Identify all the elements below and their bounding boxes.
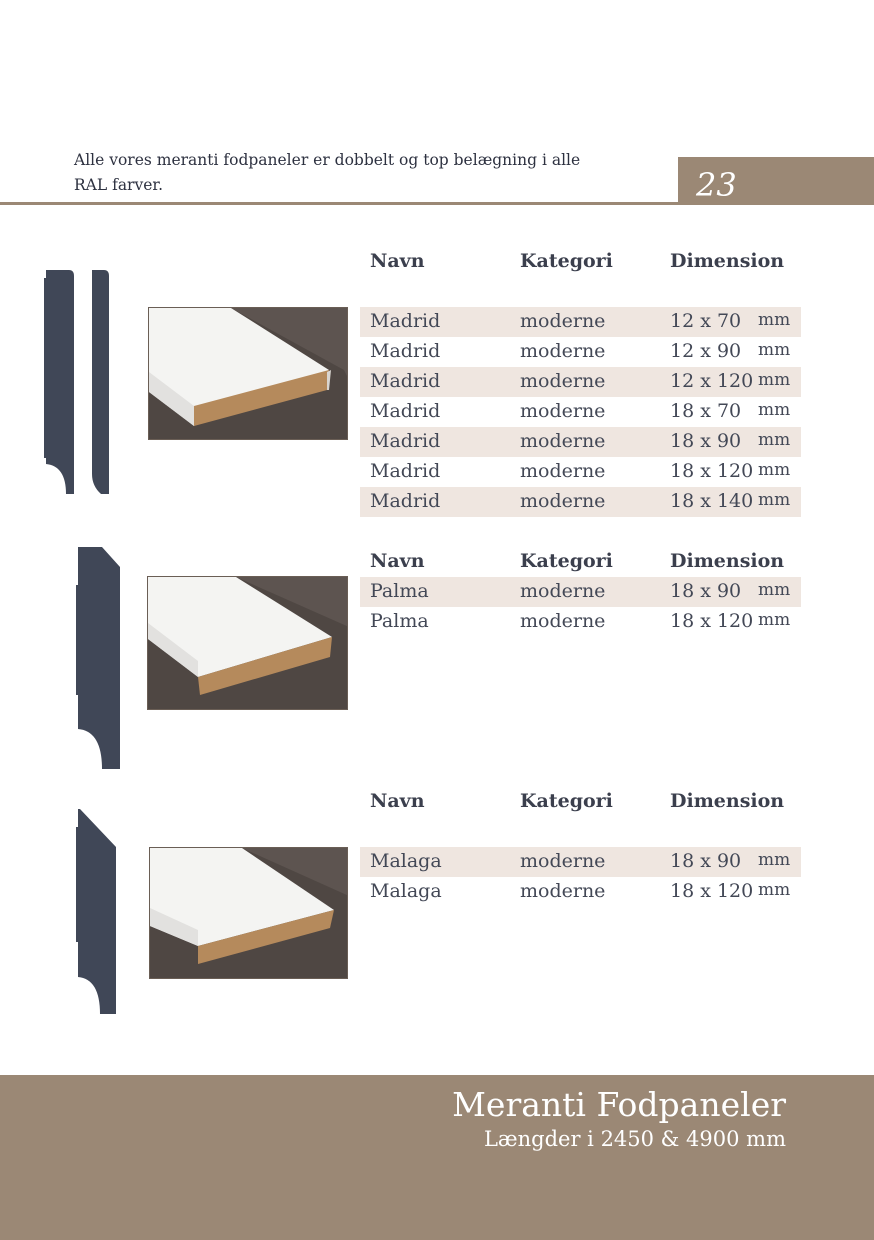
cell-dimension: 18 x 120	[670, 880, 754, 902]
table-row	[360, 847, 801, 877]
cell-dimension: 12 x 120	[670, 370, 754, 392]
cell-name: Malaga	[370, 880, 442, 902]
table-row	[360, 307, 801, 337]
cell-unit: mm	[758, 580, 791, 600]
cell-name: Madrid	[370, 460, 441, 482]
cell-name: Malaga	[370, 850, 442, 872]
malaga-profile-icon	[74, 807, 120, 1017]
cell-category: moderne	[520, 340, 606, 362]
header-dimension: Dimension	[670, 250, 785, 272]
cell-unit: mm	[758, 880, 791, 900]
intro-line-2: RAL farver.	[74, 176, 164, 194]
table-row	[360, 427, 801, 457]
footer-title: Meranti Fodpaneler	[452, 1085, 786, 1124]
madrid-product-photo	[148, 307, 348, 440]
cell-category: moderne	[520, 370, 606, 392]
palma-product-photo	[147, 576, 348, 710]
header-category: Kategori	[520, 250, 613, 272]
cell-dimension: 18 x 70	[670, 400, 742, 422]
cell-category: moderne	[520, 430, 606, 452]
intro-line-1: Alle vores meranti fodpaneler er dobbelt og top belægning i alle	[74, 151, 581, 169]
cell-category: moderne	[520, 400, 606, 422]
cell-category: moderne	[520, 310, 606, 332]
cell-name: Madrid	[370, 400, 441, 422]
table-row	[360, 877, 801, 907]
cell-unit: mm	[758, 430, 791, 450]
cell-name: Palma	[370, 610, 429, 632]
cell-unit: mm	[758, 850, 791, 870]
cell-unit: mm	[758, 490, 791, 510]
cell-category: moderne	[520, 580, 606, 602]
cell-unit: mm	[758, 310, 791, 330]
footer-subtitle: Længder i 2450 & 4900 mm	[483, 1127, 786, 1151]
header-name: Navn	[370, 790, 425, 812]
intro-text	[74, 148, 634, 198]
cell-dimension: 18 x 90	[670, 580, 742, 602]
palma-profile-icon	[74, 545, 124, 771]
table-row	[360, 487, 801, 517]
cell-category: moderne	[520, 490, 606, 512]
cell-dimension: 18 x 120	[670, 460, 754, 482]
header-category: Kategori	[520, 790, 613, 812]
cell-dimension: 18 x 140	[670, 490, 754, 512]
cell-name: Madrid	[370, 310, 441, 332]
page-number-tab	[678, 157, 874, 205]
cell-dimension: 18 x 90	[670, 430, 742, 452]
table-row	[360, 367, 801, 397]
table-row	[360, 577, 801, 607]
table-row	[360, 337, 801, 367]
cell-unit: mm	[758, 460, 791, 480]
cell-category: moderne	[520, 610, 606, 632]
cell-dimension: 12 x 70	[670, 310, 742, 332]
cell-unit: mm	[758, 370, 791, 390]
cell-unit: mm	[758, 610, 791, 630]
footer-band	[0, 1075, 874, 1240]
table-row	[360, 457, 801, 487]
cell-unit: mm	[758, 400, 791, 420]
cell-dimension: 18 x 120	[670, 610, 754, 632]
cell-dimension: 12 x 90	[670, 340, 742, 362]
header-name: Navn	[370, 250, 425, 272]
header-dimension: Dimension	[670, 550, 785, 572]
table-row	[360, 397, 801, 427]
header-category: Kategori	[520, 550, 613, 572]
cell-name: Madrid	[370, 430, 441, 452]
table-header	[370, 250, 801, 278]
header-name: Navn	[370, 550, 425, 572]
cell-category: moderne	[520, 460, 606, 482]
cell-category: moderne	[520, 850, 606, 872]
cell-name: Madrid	[370, 370, 441, 392]
table-row	[360, 607, 801, 637]
page-number: 23	[696, 166, 737, 204]
malaga-product-photo	[149, 847, 348, 979]
cell-category: moderne	[520, 880, 606, 902]
cell-unit: mm	[758, 340, 791, 360]
table-header	[370, 790, 801, 818]
madrid-profile-a-icon	[42, 268, 76, 496]
cell-name: Madrid	[370, 490, 441, 512]
madrid-profile-b-icon	[89, 268, 113, 496]
header-dimension: Dimension	[670, 790, 785, 812]
cell-dimension: 18 x 90	[670, 850, 742, 872]
cell-name: Madrid	[370, 340, 441, 362]
cell-name: Palma	[370, 580, 429, 602]
table-header	[370, 550, 801, 578]
